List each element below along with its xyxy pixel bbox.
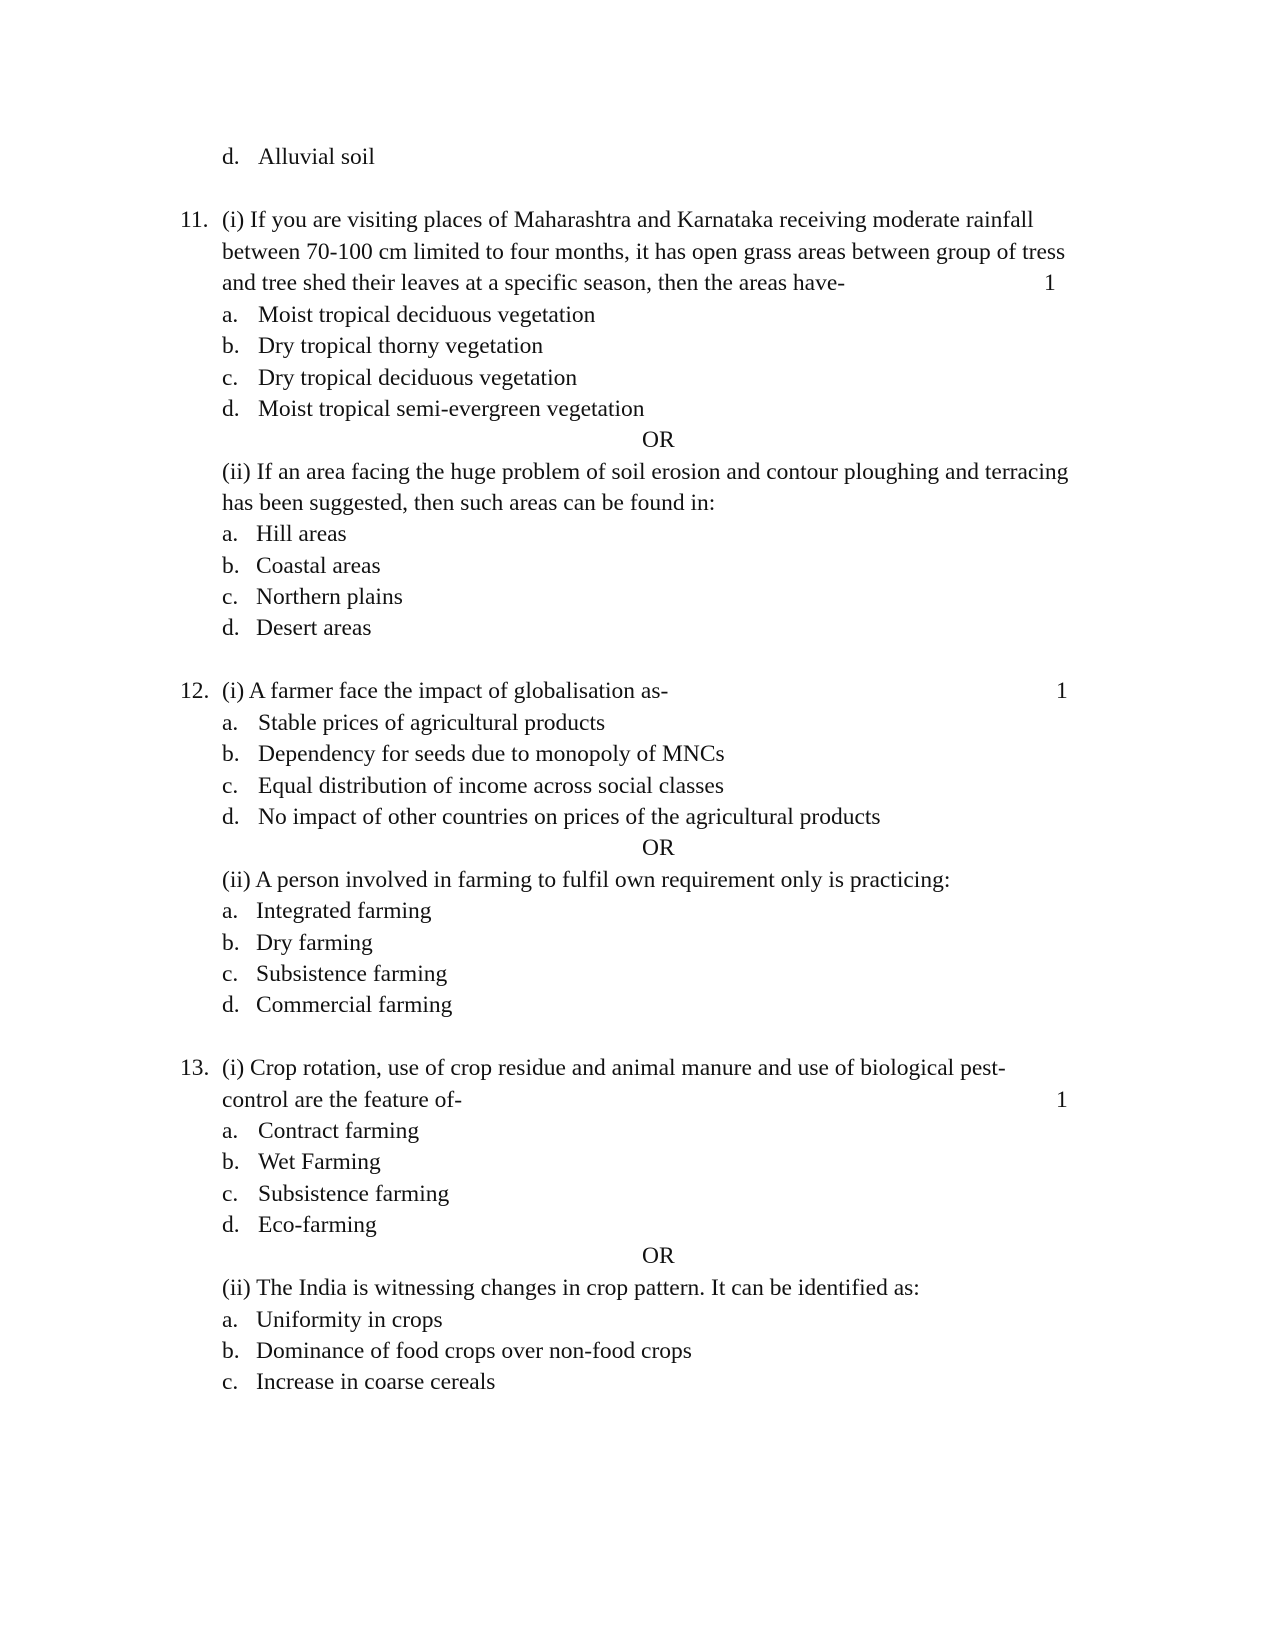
option-letter: a.	[222, 710, 239, 736]
option-row	[222, 1118, 420, 1144]
option-row	[222, 553, 381, 579]
option-row	[222, 930, 373, 956]
option-text: Eco-farming	[258, 1212, 377, 1238]
option-row	[222, 1212, 377, 1238]
option-text: Equal distribution of income across social classes	[258, 773, 724, 799]
question-text-line: (i) A farmer face the impact of globalisation as-	[222, 678, 669, 704]
question-number: 11.	[180, 207, 209, 233]
option-letter: c.	[222, 1369, 239, 1395]
option-letter: a.	[222, 302, 239, 328]
option-text: Hill areas	[256, 521, 347, 547]
option-letter: b.	[222, 1338, 240, 1364]
option-text: Dry tropical deciduous vegetation	[258, 365, 578, 391]
option-row	[222, 521, 347, 547]
option-text: Commercial farming	[256, 992, 453, 1018]
option-text: Stable prices of agricultural products	[258, 710, 606, 736]
option-text: No impact of other countries on prices of the agricultural products	[258, 804, 881, 830]
option-letter: a.	[222, 898, 239, 924]
option-row	[222, 1149, 381, 1175]
question-text-line: (i) Crop rotation, use of crop residue and animal manure and use of biological pest-	[222, 1055, 1006, 1081]
option-text: Uniformity in crops	[256, 1307, 443, 1333]
marks-value: 1	[1044, 270, 1056, 296]
option-letter: c.	[222, 1181, 239, 1207]
option-text: Subsistence farming	[258, 1181, 450, 1207]
option-text: Contract farming	[258, 1118, 420, 1144]
option-row	[222, 992, 453, 1018]
option-letter: d.	[222, 615, 240, 641]
marks-value: 1	[1056, 1087, 1068, 1113]
option-row	[222, 144, 375, 170]
question-number: 13.	[180, 1055, 210, 1081]
option-row	[222, 1369, 496, 1395]
option-row	[222, 710, 606, 736]
option-row	[222, 365, 578, 391]
option-letter: b.	[222, 930, 240, 956]
option-letter: d.	[222, 396, 240, 422]
option-text: Moist tropical deciduous vegetation	[258, 302, 596, 328]
question-text-line: between 70-100 cm limited to four months, it has open grass areas between group of tress	[222, 239, 1066, 265]
option-row	[222, 741, 725, 767]
option-row	[222, 333, 544, 359]
option-text: Dry farming	[256, 930, 373, 956]
option-row	[222, 773, 724, 799]
or-separator: OR	[642, 427, 675, 453]
option-text: Dry tropical thorny vegetation	[258, 333, 544, 359]
option-row	[222, 1307, 443, 1333]
question-text-line: (ii) A person involved in farming to fulfil own requirement only is practicing:	[222, 867, 951, 893]
question-text-line: control are the feature of-	[222, 1087, 463, 1113]
option-letter: d.	[222, 144, 240, 170]
option-text: Alluvial soil	[258, 144, 375, 170]
question-number: 12.	[180, 678, 210, 704]
option-row	[222, 302, 596, 328]
option-text: Dominance of food crops over non-food crops	[256, 1338, 692, 1364]
option-text: Increase in coarse cereals	[256, 1369, 496, 1395]
option-letter: b.	[222, 553, 240, 579]
option-letter: a.	[222, 521, 239, 547]
option-letter: d.	[222, 992, 240, 1018]
option-row	[222, 615, 372, 641]
or-separator: OR	[642, 835, 675, 861]
option-letter: d.	[222, 804, 240, 830]
option-row	[222, 396, 645, 422]
option-row	[222, 961, 448, 987]
option-letter: a.	[222, 1118, 239, 1144]
option-letter: a.	[222, 1307, 239, 1333]
option-row	[222, 584, 403, 610]
option-letter: d.	[222, 1212, 240, 1238]
question-text-line: (ii) If an area facing the huge problem of soil erosion and contour ploughing and terracing	[222, 459, 1069, 485]
option-letter: b.	[222, 333, 240, 359]
option-row	[222, 1338, 692, 1364]
option-letter: c.	[222, 961, 239, 987]
question-text-line: and tree shed their leaves at a specific season, then the areas have-	[222, 270, 846, 296]
option-letter: c.	[222, 773, 239, 799]
option-text: Coastal areas	[256, 553, 381, 579]
option-text: Desert areas	[256, 615, 372, 641]
option-row	[222, 898, 432, 924]
option-row	[222, 804, 881, 830]
marks-value: 1	[1056, 678, 1068, 704]
question-text-line: (ii) The India is witnessing changes in crop pattern. It can be identified as:	[222, 1275, 920, 1301]
option-text: Northern plains	[256, 584, 403, 610]
question-text-line: has been suggested, then such areas can be found in:	[222, 490, 716, 516]
question-text-line: (i) If you are visiting places of Maharashtra and Karnataka receiving moderate rainfall	[222, 207, 1034, 233]
option-text: Wet Farming	[258, 1149, 381, 1175]
option-text: Subsistence farming	[256, 961, 448, 987]
or-separator: OR	[642, 1243, 675, 1269]
option-letter: b.	[222, 1149, 240, 1175]
option-letter: c.	[222, 584, 239, 610]
option-text: Integrated farming	[256, 898, 432, 924]
option-text: Moist tropical semi-evergreen vegetation	[258, 396, 645, 422]
option-letter: c.	[222, 365, 239, 391]
option-text: Dependency for seeds due to monopoly of MNCs	[258, 741, 725, 767]
option-letter: b.	[222, 741, 240, 767]
option-row	[222, 1181, 450, 1207]
